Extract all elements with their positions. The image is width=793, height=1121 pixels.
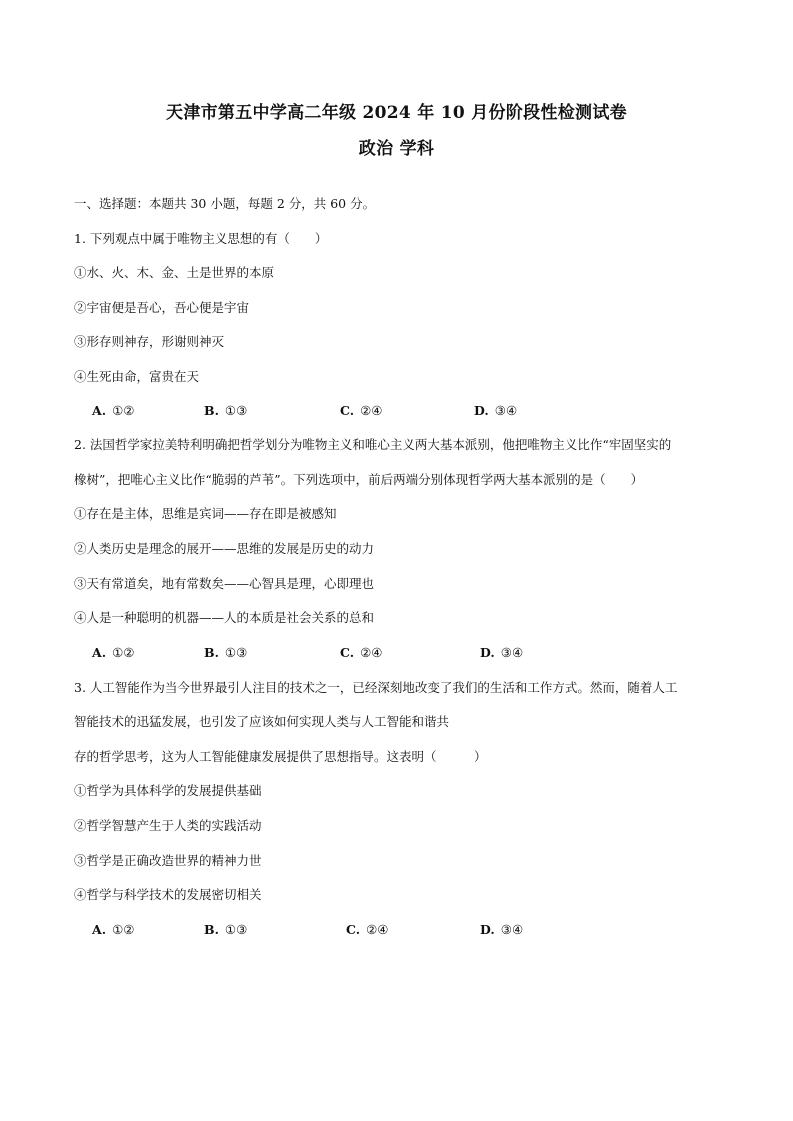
question-2-option-d[interactable] (480, 645, 523, 660)
question-3-statement-2: ②哲学智慧产生于人类的实践活动 (74, 818, 262, 833)
option-text: ①② (112, 645, 135, 660)
option-label: B. (204, 645, 219, 660)
option-text: ③④ (500, 922, 524, 937)
question-3-stem-line-1: 3. 人工智能作为当今世界最引人注目的技术之一，已经深刻地改变了我们的生活和工作方式。然而，随着人工 (74, 680, 678, 695)
option-label: C. (340, 645, 355, 660)
option-label: D. (480, 922, 495, 937)
question-3-stem-line-3: 存的哲学思考，这为人工智能健康发展提供了思想指导。这表明（ ） (74, 749, 487, 764)
question-1-options (92, 403, 592, 419)
option-text: ②④ (360, 403, 383, 418)
question-1-statement-4: ④生死由命，富贵在天 (74, 369, 200, 384)
option-text: ①③ (224, 403, 248, 418)
option-label: B. (204, 922, 219, 937)
option-text: ②④ (366, 922, 389, 937)
question-1-option-d[interactable] (474, 403, 517, 418)
option-label: D. (480, 645, 495, 660)
question-2-option-b[interactable] (204, 645, 247, 660)
question-1-option-b[interactable] (204, 403, 247, 418)
question-1-stem: 1. 下列观点中属于唯物主义思想的有（ ） (74, 231, 328, 246)
option-label: C. (346, 922, 361, 937)
question-2-stem-line-2: 橡树”，把唯心主义比作“脆弱的芦苇”。下列选项中，前后两端分别体现哲学两大基本派别的是（ ） (74, 472, 644, 487)
question-1-option-a[interactable] (92, 403, 134, 418)
question-2-statement-3: ③天有常道矣，地有常数矣——心智具是理，心即理也 (74, 576, 375, 591)
option-text: ①② (112, 403, 135, 418)
question-2-statement-4: ④人是一种聪明的机器——人的本质是社会关系的总和 (74, 610, 375, 625)
option-text: ①② (112, 922, 135, 937)
option-text: ③④ (500, 645, 524, 660)
question-2-statement-1: ①存在是主体，思维是宾词——存在即是被感知 (74, 506, 337, 521)
option-text: ①③ (224, 922, 248, 937)
exam-subject: 政治 学科 (358, 139, 435, 159)
exam-title: 天津市第五中学高二年级 2024 年 10 月份阶段性检测试卷 (166, 103, 627, 123)
question-3-option-d[interactable] (480, 922, 523, 937)
option-label: D. (474, 403, 489, 418)
question-2-options (92, 645, 592, 661)
question-1-statement-3: ③形存则神存，形谢则神灭 (74, 334, 225, 349)
question-3-option-c[interactable] (346, 922, 389, 937)
option-label: A. (92, 403, 107, 418)
question-3-option-b[interactable] (204, 922, 247, 937)
question-3-statement-1: ①哲学为具体科学的发展提供基础 (74, 783, 262, 798)
question-3-option-a[interactable] (92, 922, 134, 937)
question-3-stem-line-2: 智能技术的迅猛发展，也引发了应该如何实现人类与人工智能和谐共 (74, 714, 450, 729)
option-text: ②④ (360, 645, 383, 660)
section-heading: 一、选择题：本题共 30 小题，每题 2 分，共 60 分。 (74, 196, 376, 211)
question-3-statement-4: ④哲学与科学技术的发展密切相关 (74, 887, 262, 902)
option-label: A. (92, 922, 107, 937)
option-text: ③④ (494, 403, 518, 418)
question-3-statement-3: ③哲学是正确改造世界的精神力世 (74, 853, 262, 868)
question-1-option-c[interactable] (340, 403, 383, 418)
question-2-option-c[interactable] (340, 645, 383, 660)
question-1-statement-1: ①水、火、木、金、土是世界的本原 (74, 265, 275, 280)
question-2-stem-line-1: 2. 法国哲学家拉美特利明确把哲学划分为唯物主义和唯心主义两大基本派别，他把唯物主义比作“牢固坚实的 (74, 437, 672, 452)
question-2-statement-2: ②人类历史是理念的展开——思维的发展是历史的动力 (74, 541, 375, 556)
option-label: A. (92, 645, 107, 660)
option-text: ①③ (224, 645, 248, 660)
question-1-statement-2: ②宇宙便是吾心，吾心便是宇宙 (74, 300, 250, 315)
option-label: C. (340, 403, 355, 418)
question-2-option-a[interactable] (92, 645, 134, 660)
option-label: B. (204, 403, 219, 418)
question-3-options (92, 922, 592, 938)
